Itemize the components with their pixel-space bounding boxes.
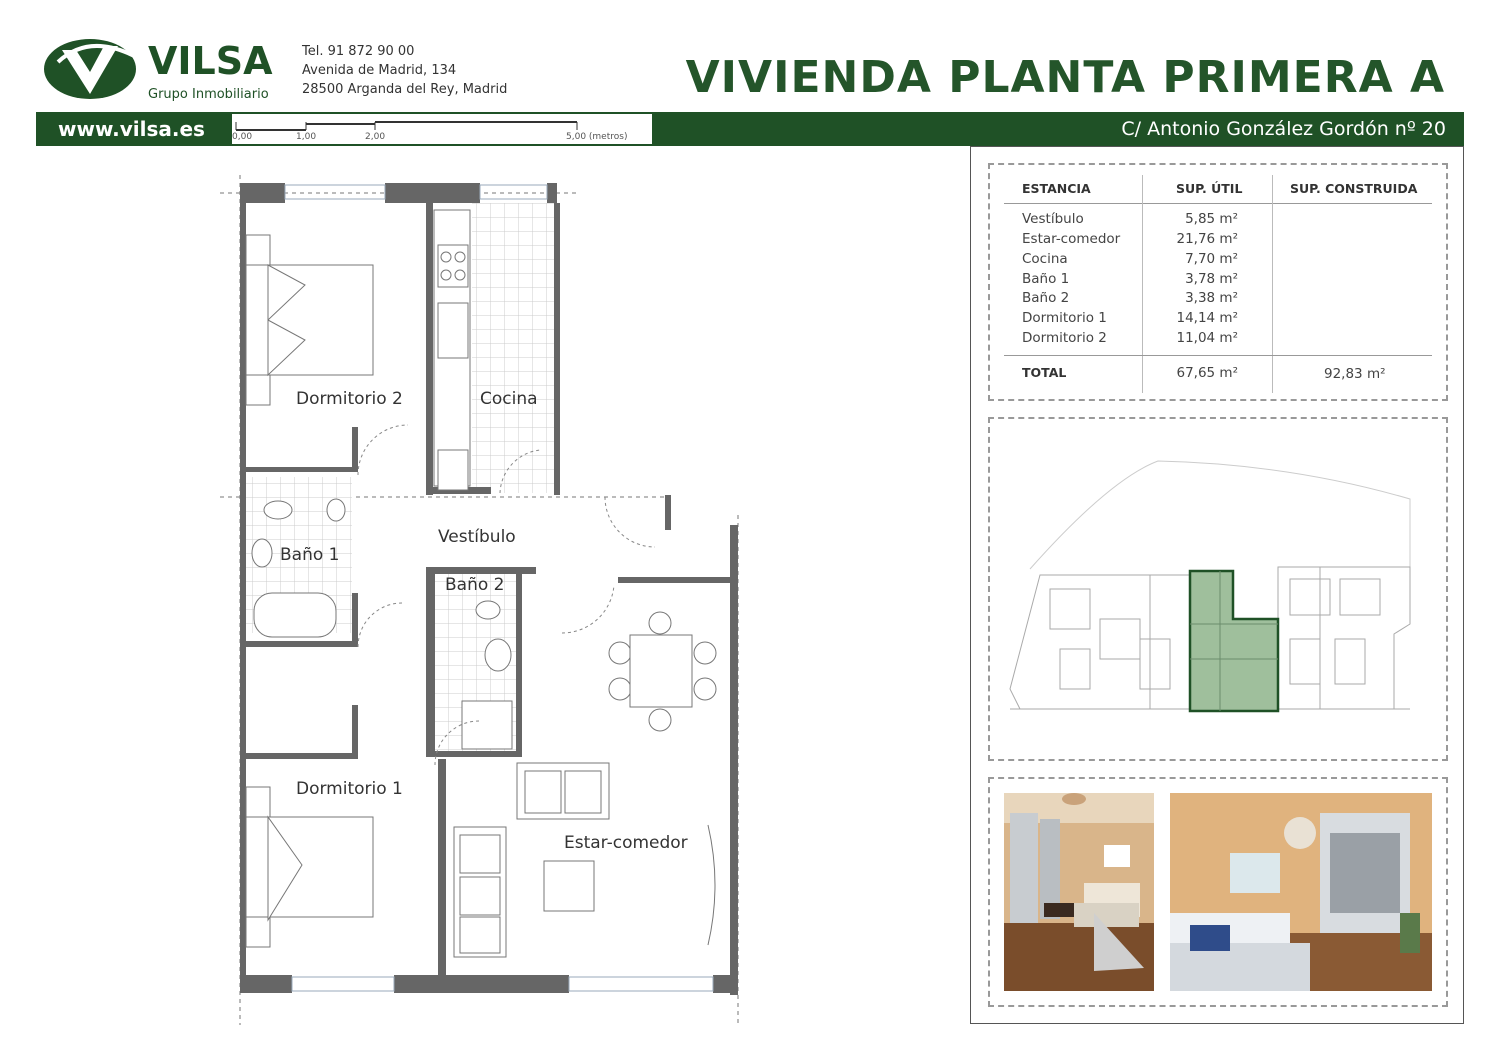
bed-dormitorio-2 xyxy=(246,235,373,405)
scale-label-0: 0,00 xyxy=(232,132,253,142)
scale-label-5: 5,00 (metros) xyxy=(566,132,628,142)
room-label-bano-1: Baño 1 xyxy=(280,545,340,565)
highlighted-unit xyxy=(1190,571,1278,711)
scale-bar xyxy=(232,114,652,144)
photos-box xyxy=(988,777,1448,1007)
kitchen-floor xyxy=(472,203,554,493)
brand-subtitle: Grupo Inmobiliario xyxy=(148,87,269,102)
phone: Tel. 91 872 90 00 xyxy=(302,44,415,59)
living-room-photo xyxy=(1004,793,1154,991)
row-value-estar-comedor: 21,76 m² xyxy=(1176,231,1238,247)
row-name-dormitorio-2: Dormitorio 2 xyxy=(1022,330,1107,346)
row-value-dormitorio-2: 11,04 m² xyxy=(1176,330,1238,346)
row-value-bano-2: 3,38 m² xyxy=(1185,290,1238,306)
website-link[interactable]: www.vilsa.es xyxy=(58,117,205,141)
vilsa-logo xyxy=(40,32,290,107)
row-value-dormitorio-1: 14,14 m² xyxy=(1176,310,1238,326)
total-util: 67,65 m² xyxy=(1176,365,1238,381)
col-header-sup-construida: SUP. CONSTRUIDA xyxy=(1290,181,1418,196)
floor-plan xyxy=(210,175,770,1035)
contact-info xyxy=(302,42,507,99)
room-label-estar-comedor: Estar-comedor xyxy=(564,833,688,853)
area-table-box xyxy=(988,163,1448,401)
row-name-dormitorio-1: Dormitorio 1 xyxy=(1022,310,1107,326)
room-label-vestibulo: Vestíbulo xyxy=(438,527,516,547)
dining-table xyxy=(609,612,716,731)
scale-label-2: 2,00 xyxy=(365,132,386,142)
row-value-vestibulo: 5,85 m² xyxy=(1185,211,1238,227)
room-label-cocina: Cocina xyxy=(480,389,538,409)
room-label-bano-2: Baño 2 xyxy=(445,575,505,595)
bedroom-photo xyxy=(1170,793,1432,991)
address-line-1: Avenida de Madrid, 134 xyxy=(302,63,457,78)
location-plan-box xyxy=(988,417,1448,761)
room-label-dormitorio-1: Dormitorio 1 xyxy=(296,779,403,799)
row-name-bano-1: Baño 1 xyxy=(1022,271,1070,287)
row-name-vestibulo: Vestíbulo xyxy=(1022,211,1084,227)
row-value-cocina: 7,70 m² xyxy=(1185,251,1238,267)
info-panel xyxy=(970,146,1464,1024)
sofas xyxy=(454,763,715,957)
kitchen-appliances xyxy=(434,210,470,490)
info-band xyxy=(36,112,1464,146)
street-address: C/ Antonio González Gordón nº 20 xyxy=(1121,118,1446,140)
col-header-estancia: ESTANCIA xyxy=(1022,181,1091,196)
total-construida: 92,83 m² xyxy=(1324,366,1386,382)
col-header-sup-util: SUP. ÚTIL xyxy=(1176,181,1243,196)
row-name-cocina: Cocina xyxy=(1022,251,1068,267)
page-title: VIVIENDA PLANTA PRIMERA A xyxy=(685,52,1445,103)
row-name-bano-2: Baño 2 xyxy=(1022,290,1070,306)
row-name-estar-comedor: Estar-comedor xyxy=(1022,231,1121,247)
brand-name: VILSA xyxy=(148,39,273,83)
building-location-plan xyxy=(990,419,1446,759)
total-label: TOTAL xyxy=(1022,365,1067,380)
bed-dormitorio-1 xyxy=(246,787,373,947)
row-value-bano-1: 3,78 m² xyxy=(1185,271,1238,287)
scale-label-1: 1,00 xyxy=(296,132,317,142)
room-label-dormitorio-2: Dormitorio 2 xyxy=(296,389,403,409)
address-line-2: 28500 Arganda del Rey, Madrid xyxy=(302,82,508,97)
